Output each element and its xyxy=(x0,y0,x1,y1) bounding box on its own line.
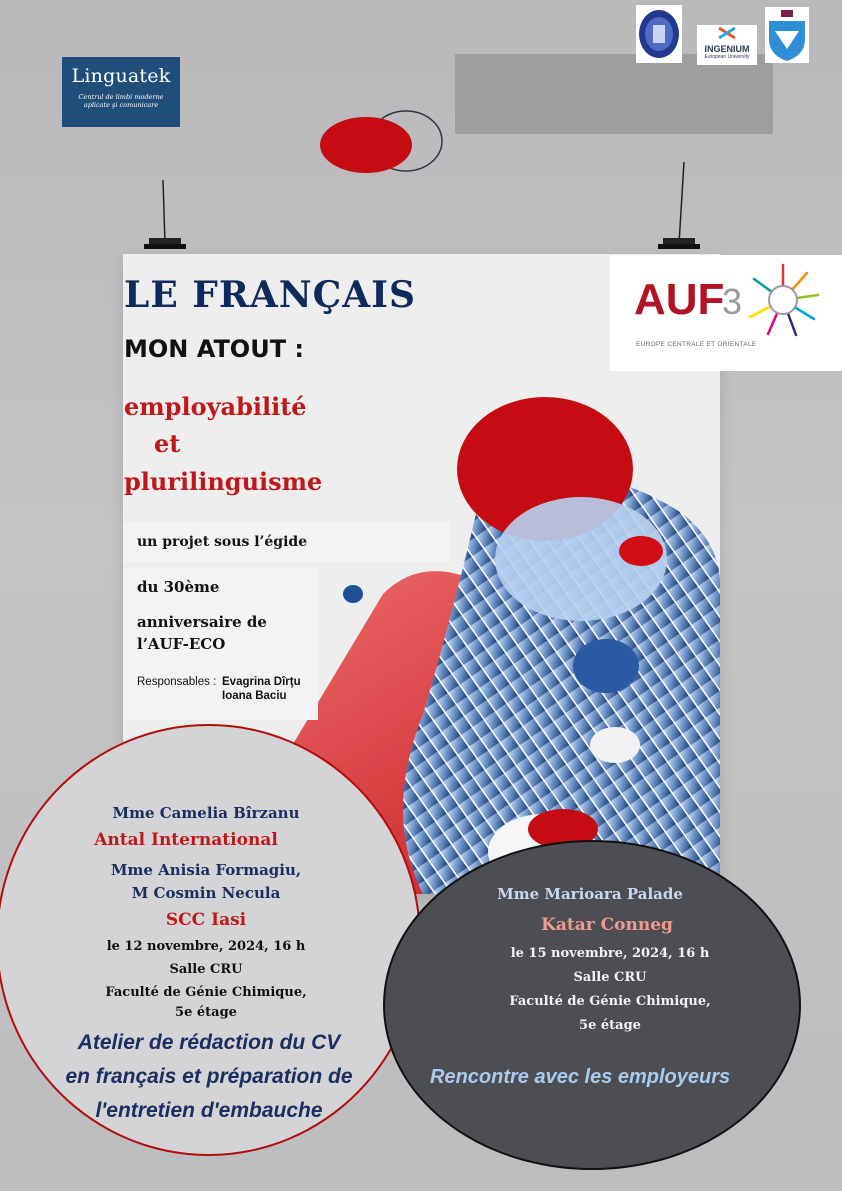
linguatek-tagline: Centrul de limbi moderne aplicate şi comunicare xyxy=(78,93,164,109)
right-date: le 15 novembre, 2024, 16 h xyxy=(510,946,710,961)
redacted-banner xyxy=(455,54,773,134)
anniversary-line-3: l’AUF-ECO xyxy=(137,635,226,653)
right-floor: 5e étage xyxy=(579,1018,641,1033)
poster-subtitle: MON ATOUT : xyxy=(124,335,305,363)
theme-line-3: plurilinguisme xyxy=(124,467,323,496)
project-line: un projet sous l’égide xyxy=(137,534,308,550)
workshop-line-1: Atelier de rédaction du CV xyxy=(77,1031,341,1054)
auf-burst-icon xyxy=(744,261,822,339)
workshop-line-3: l'entretien d'embauche xyxy=(95,1099,323,1122)
left-faculty: Faculté de Génie Chimique, xyxy=(105,985,307,1000)
university-seal-logo xyxy=(636,5,682,63)
right-activity: Rencontre avec les employeurs xyxy=(430,1066,731,1088)
ingenium-name: INGENIUM xyxy=(704,44,750,54)
responsable-1: Evagrina Dîrţu xyxy=(222,676,301,688)
shield-icon xyxy=(765,7,809,63)
ingenium-mark-icon xyxy=(697,26,757,40)
left-speaker-1: Mme Camelia Bîrzanu xyxy=(112,804,300,822)
linguatek-logo xyxy=(62,57,180,127)
right-faculty: Faculté de Génie Chimique, xyxy=(509,994,711,1009)
decorative-circles xyxy=(310,108,450,178)
anniversary-line-2: anniversaire de xyxy=(137,613,267,631)
poster-title: LE FRANÇAIS xyxy=(124,274,417,316)
linguatek-name: Linguatek xyxy=(71,65,171,87)
workshop-line-2: en français et préparation de xyxy=(65,1065,353,1088)
auf-letters: AUF xyxy=(634,275,725,324)
right-speaker: Mme Marioara Palade xyxy=(497,885,683,903)
theme-line-1: employabilité xyxy=(124,392,307,421)
faculty-shield-logo xyxy=(765,7,809,63)
anniversary-line-1: du 30ème xyxy=(137,578,220,596)
right-room: Salle CRU xyxy=(573,970,647,985)
ingenium-logo xyxy=(697,25,757,65)
right-company: Katar Conneg xyxy=(541,915,673,935)
seal-icon xyxy=(636,5,682,63)
ingenium-sub: European University xyxy=(704,54,750,60)
auf-number: 3 xyxy=(722,281,743,322)
left-floor: 5e étage xyxy=(175,1005,237,1020)
responsable-2: Ioana Baciu xyxy=(222,690,287,702)
auf-region: EUROPE CENTRALE ET ORIENTALE xyxy=(636,341,757,348)
theme-line-2: et xyxy=(154,429,181,458)
left-date: le 12 novembre, 2024, 16 h xyxy=(106,939,306,954)
left-company-2: SCC Iasi xyxy=(165,910,247,930)
responsables-label: Responsables : xyxy=(137,676,217,688)
left-room: Salle CRU xyxy=(169,962,243,977)
left-speaker-3: M Cosmin Necula xyxy=(131,884,281,902)
left-workshop-title xyxy=(0,1026,418,1128)
left-speaker-2: Mme Anisia Formagiu, xyxy=(110,861,302,879)
auf-30-logo xyxy=(610,255,842,371)
left-company-1: Antal International xyxy=(94,830,278,850)
